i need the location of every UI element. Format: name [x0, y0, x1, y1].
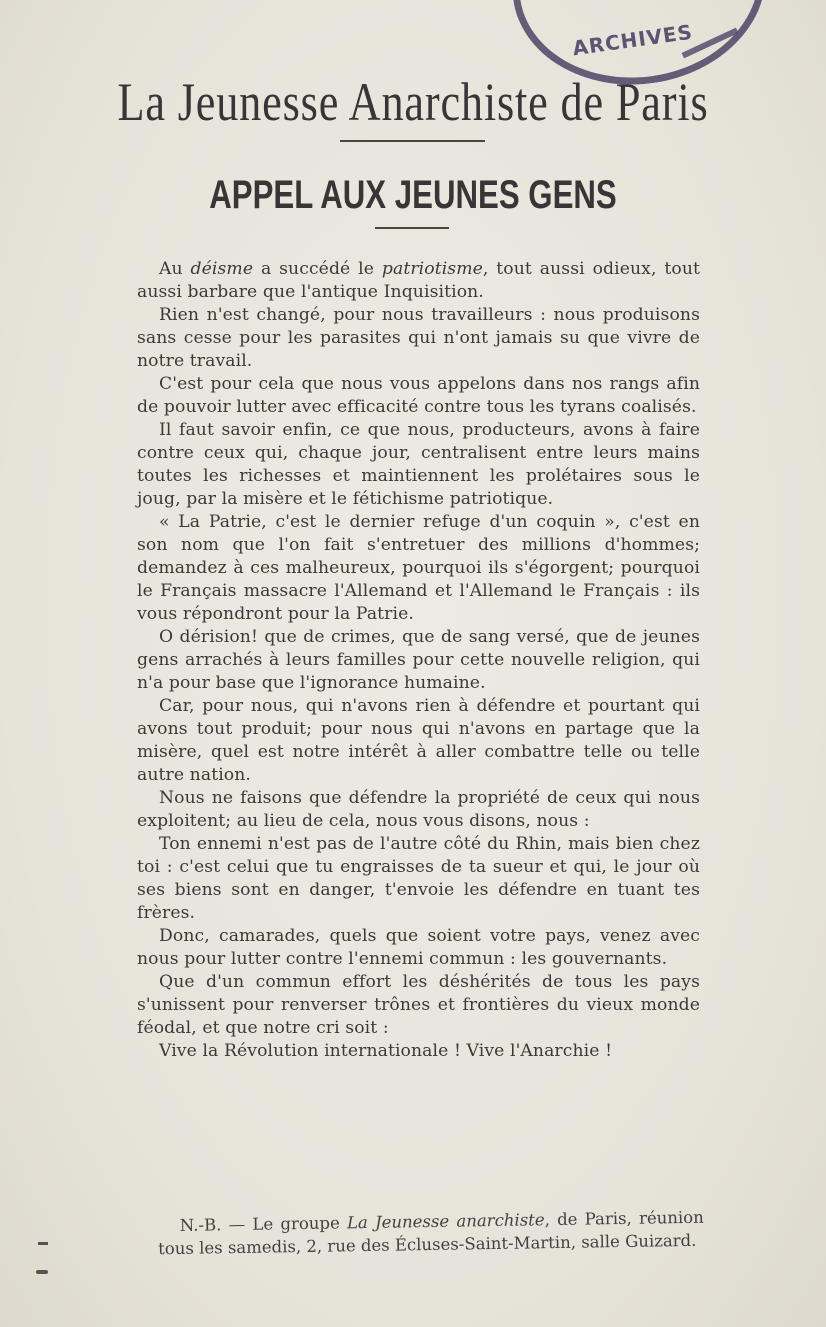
paragraph-text: Au — [159, 259, 191, 279]
paragraph-text: a succédé le — [253, 259, 382, 279]
footnote-prefix: N.-B. — Le groupe — [179, 1213, 348, 1235]
paragraph: Rien n'est changé, pour nous travailleurs : nous produisons sans cesse pour les parasites qui n'ont jamais su que vivre de notre travail. — [137, 305, 700, 371]
paragraph — [137, 258, 700, 304]
organization-title: La Jeunesse Anarchiste de Paris — [117, 72, 709, 132]
emphasis-text: patriotisme — [381, 259, 483, 279]
stamp-label: ARCHIVES — [570, 19, 695, 61]
paragraph: Ton ennemi n'est pas de l'autre côté du Rhin, mais bien chez toi : c'est celui que tu engraisses de ta sueur et qui, le jour où ses biens sont en danger, t'envoie les défendre en tuant tes frères. — [137, 834, 700, 923]
paragraph: Donc, camarades, quels que soient votre pays, venez avec nous pour lutter contre l'ennemi commun : les gouvernants. — [137, 926, 700, 969]
margin-mark — [38, 1242, 48, 1245]
group-name: La Jeunesse anarchiste — [346, 1210, 545, 1233]
emphasis-text: déisme — [190, 259, 254, 279]
footnote-details: , de Paris, réunion tous les samedis, 2, rue des Écluses-Saint-Martin, salle Guizard. — [158, 1207, 704, 1259]
paragraph: C'est pour cela que nous vous appelons dans nos rangs afin de pouvoir lutter avec efficacité contre tous les tyrans coalisés. — [137, 374, 700, 417]
paragraph: « La Patrie, c'est le dernier refuge d'un coquin », c'est en son nom que l'on fait s'entretuer des millions d'hommes; demandez à ces malheureux, pourquoi ils s'égorgent; pourquoi le Français massacre l'Allemand et l'Allemand le Français : ils vous répondront pour la Patrie. — [137, 512, 700, 624]
paragraph: Nous ne faisons que défendre la propriété de ceux qui nous exploitent; au lieu de cela, nous vous disons, nous : — [137, 788, 700, 831]
manifesto-body — [137, 258, 700, 1063]
paragraph: O dérision! que de crimes, que de sang versé, que de jeunes gens arrachés à leurs familles pour cette nouvelle religion, qui n'a pour base que l'ignorance humaine. — [137, 627, 700, 693]
margin-mark — [36, 1270, 48, 1274]
paragraph: Il faut savoir enfin, ce que nous, producteurs, avons à faire contre ceux qui, chaque jour, centralisent entre leurs mains toutes les richesses et maintiennent les prolétaires sous le joug, par la misère et le fétichisme patriotique. — [137, 420, 700, 509]
paragraph-text: , tout aussi odieux, tout aussi barbare que l'antique Inquisition. — [137, 259, 700, 302]
title-divider — [340, 140, 485, 142]
heading-divider — [375, 227, 449, 229]
paragraph: Que d'un commun effort les déshérités de tous les pays s'unissent pour renverser trônes et frontières du vieux monde féodal, et que notre cri soit : — [137, 972, 700, 1038]
footnote-text — [158, 1206, 705, 1261]
closing-slogan: Vive la Révolution internationale ! Vive l'Anarchie ! — [159, 1041, 613, 1061]
footnote — [158, 1206, 705, 1261]
paragraph: Car, pour nous, qui n'avons rien à défendre et pourtant qui avons tout produit; pour nous qui n'avons en partage que la misère, quel est notre intérêt à aller combattre telle ou telle autre nation. — [137, 696, 700, 785]
appeal-heading: APPEL AUX JEUNES GENS — [209, 173, 617, 217]
